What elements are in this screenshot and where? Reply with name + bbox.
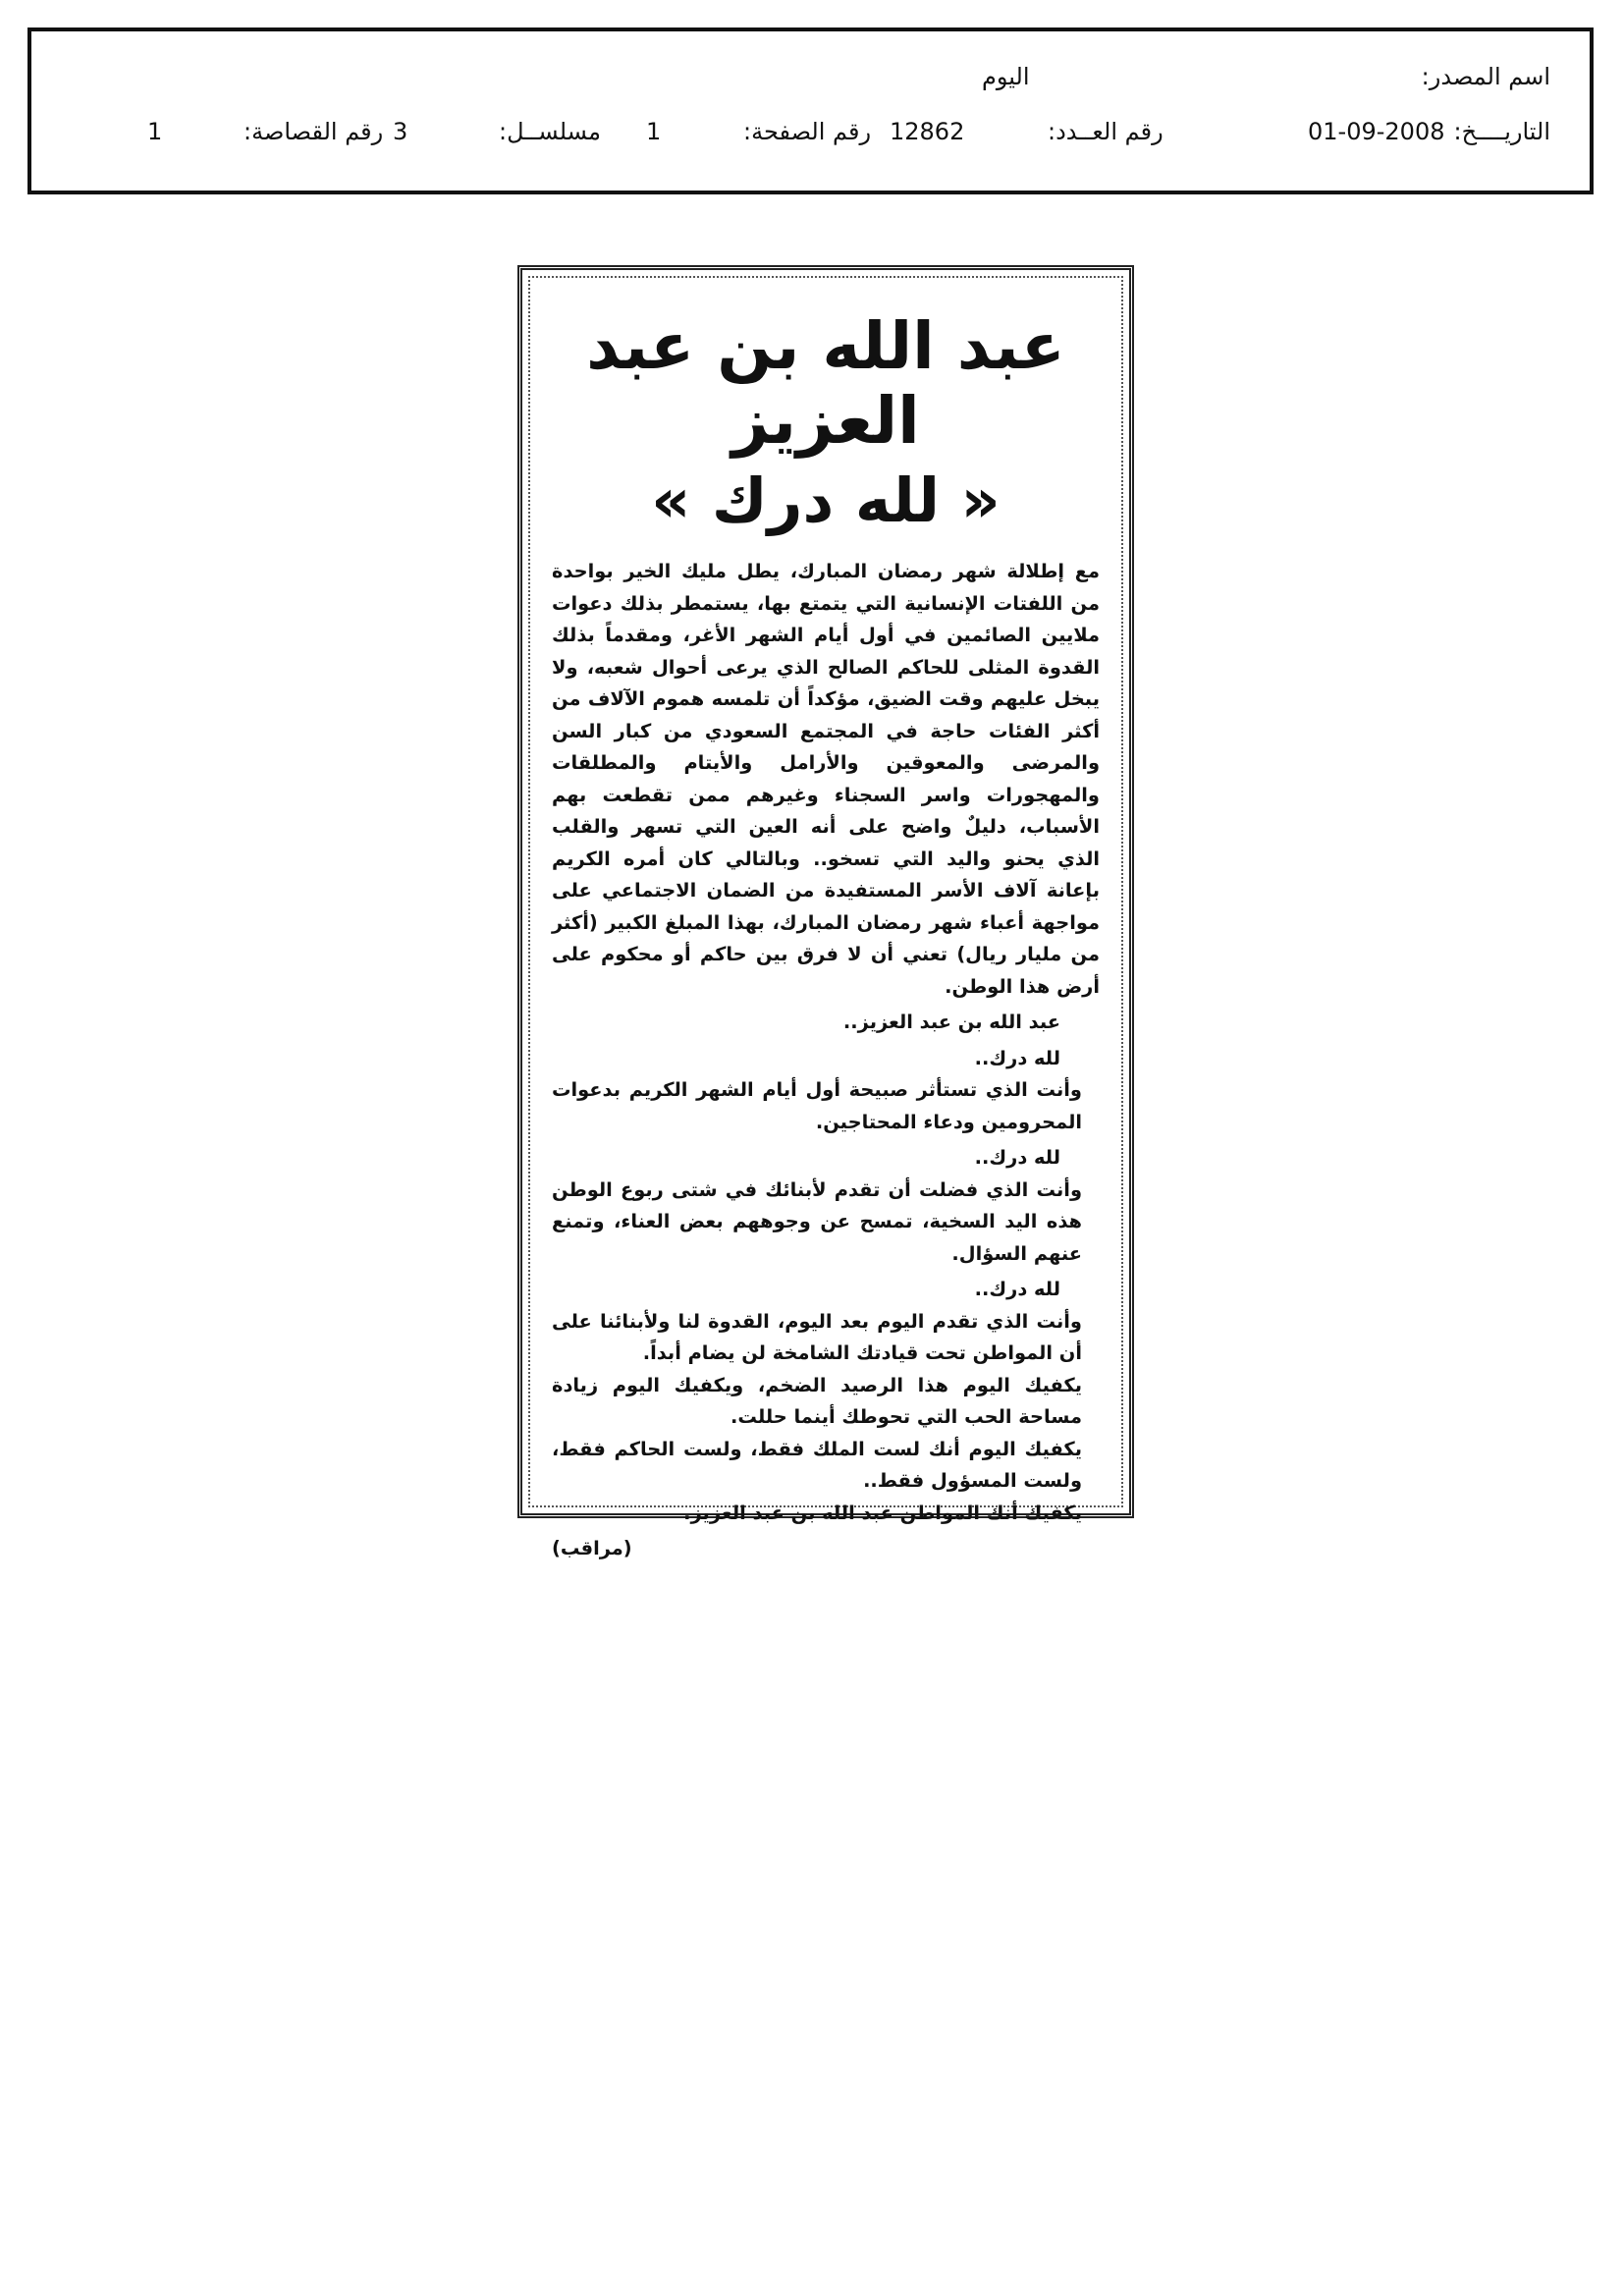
article-paragraph: لله درك..	[974, 1278, 1060, 1301]
serial-label: مسلســل:	[499, 118, 601, 145]
article-paragraph: مع إطلالة شهر رمضان المبارك، يطل مليك الخير بواحدة من اللفتات الإنسانية التي يتمتع بها، يستمطر بذلك دعوات ملايين الصائمين في أول أيام الشهر الأغر، ومقدماً بذلك القدوة المثلى للحاكم الصالح الذي يرعى أحوال شعبه، ولا يبخل عليهم وقت الضيق، مؤكداً أن تلمسه هموم الآلاف من أكثر الفئات حاجة في المجتمع السعودي من كبار السن والمرضى والمعوقين والأرامل والأيتام والمطلقات والمهجورات واسر السجناء وغيرهم ممن تقطعت بهم الأسباب، دليلٌ واضح على أنه العين التي تسهر والقلب الذي يحنو واليد التي تسخو.. وبالتالي كان أمره الكريم بإعانة آلاف الأسر المستفيدة من الضمان الاجتماعي على مواجهة أعباء شهر رمضان المبارك، بهذا المبلغ الكبير (أكثر من مليار ريال) تعني أن لا فرق بين حاكم أو محكوم على أرض هذا الوطن.	[552, 560, 1100, 998]
article-paragraph: وأنت الذي تقدم اليوم بعد اليوم، القدوة لنا ولأبنائنا على أن المواطن تحت قيادتك الشامخة لن يضام أبداً.	[552, 1309, 1082, 1365]
article-paragraph: لله درك..	[974, 1046, 1060, 1069]
clip-number-value: 1	[147, 118, 163, 145]
issue-value: 12862	[890, 118, 965, 145]
clipping-metadata-box	[27, 27, 1594, 194]
article-paragraph: لله درك..	[974, 1146, 1060, 1170]
page-value: 1	[646, 118, 662, 145]
article-paragraph: وأنت الذي فضلت أن تقدم لأبنائك في شتى ربوع الوطن هذه اليد السخية، تمسح عن وجوههم بعض العناء، وتمنع عنهم السؤال.	[552, 1177, 1082, 1265]
article-paragraph: وأنت الذي تستأثر صبيحة أول أيام الشهر الكريم بدعوات المحرومين ودعاء المحتاجين.	[552, 1078, 1082, 1133]
issue-label: رقم العــدد:	[1048, 118, 1163, 145]
article-paragraph: يكفيك أنك المواطن عبد الله بن عبد العزيز.	[683, 1501, 1082, 1524]
article-paragraph: يكفيك اليوم هذا الرصيد الضخم، ويكفيك اليوم زيادة مساحة الحب التي تحوطك أينما حللت.	[552, 1373, 1082, 1429]
article-headline: عبد الله بن عبد العزيز	[586, 308, 1065, 459]
article-subheadline: « لله درك »	[651, 464, 1001, 536]
clip-number-label: رقم القصاصة:	[243, 118, 384, 145]
article-paragraph: يكفيك اليوم أنك لست الملك فقط، ولست الحاكم فقط، ولست المسؤول فقط..	[552, 1437, 1082, 1493]
clipping-content	[528, 276, 1123, 1560]
serial-value: 3	[393, 118, 408, 145]
date-value: 01-09-2008	[1308, 118, 1445, 145]
article-signature: (مراقب)	[552, 1537, 632, 1560]
source-label: اسم المصدر:	[1421, 63, 1550, 90]
article-paragraph: عبد الله بن عبد العزيز..	[842, 1011, 1060, 1034]
newspaper-clipping	[517, 265, 1134, 1560]
source-value: اليوم	[982, 63, 1030, 90]
date-label: التاريــــخ:	[1453, 118, 1550, 145]
article-body	[552, 556, 1100, 1565]
page-label: رقم الصفحة:	[743, 118, 872, 145]
